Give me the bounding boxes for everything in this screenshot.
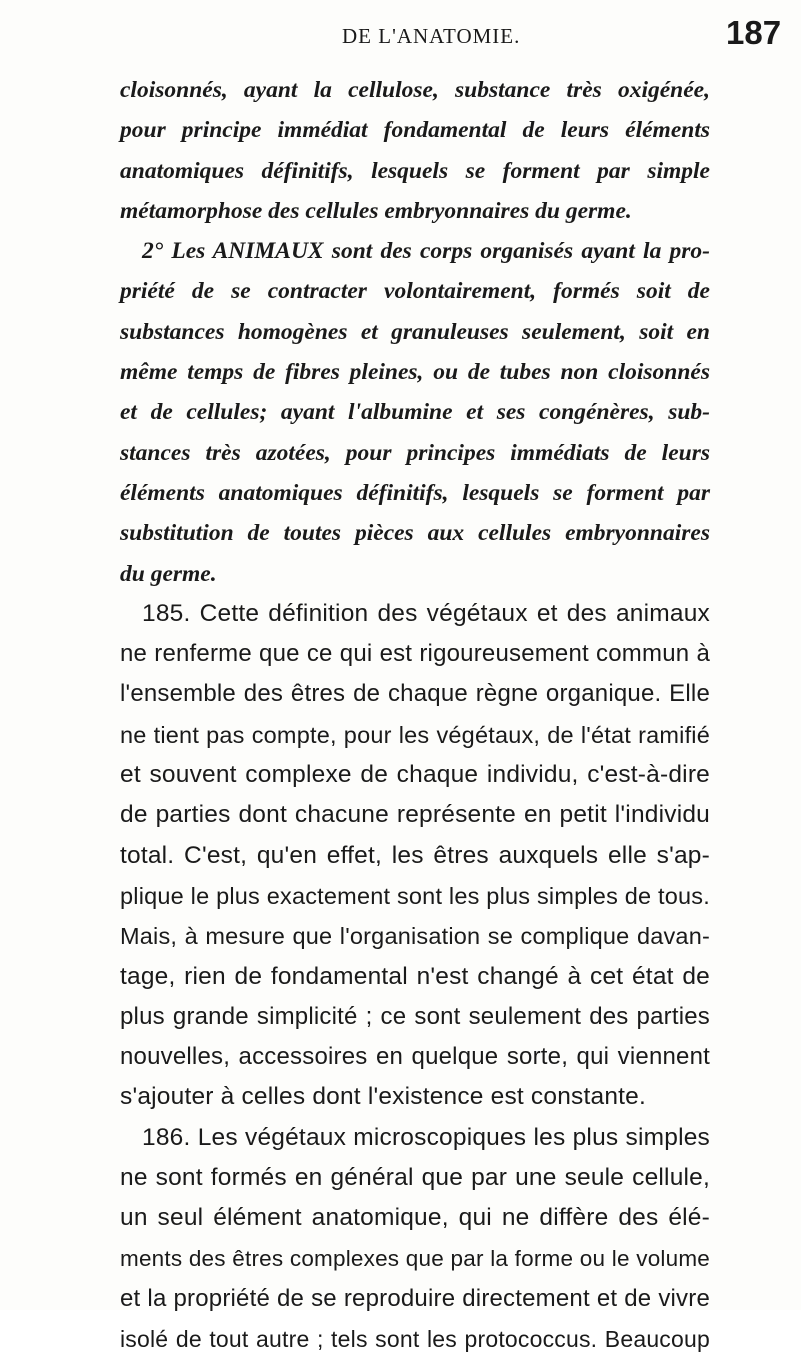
- text-line: 2° Les ANIMAUX sont des corps organisés ayant la pro-: [142, 238, 710, 265]
- text-line: total. C'est, qu'en effet, les êtres auxquels elle s'ap-: [120, 841, 710, 869]
- text-line: et de cellules; ayant l'albumine et ses congénères, sub-: [120, 399, 710, 426]
- text-line: plique le plus exactement sont les plus simples de tous.: [120, 882, 710, 909]
- running-title: DE L'ANATOMIE.: [342, 24, 521, 48]
- text-line: isolé de tout autre ; tels sont les protococcus. Beaucoup: [120, 1326, 710, 1353]
- text-line: stances très azotées, pour principes immédiats de leurs: [120, 439, 710, 466]
- text-line: priété de se contracter volontairement, formés soit de: [120, 278, 710, 305]
- text-line: plus grande simplicité ; ce sont seulement des parties: [120, 1002, 710, 1030]
- text-line: substitution de toutes pièces aux cellules embryonnaires: [120, 520, 710, 547]
- text-line: ments des êtres complexes que par la forme ou le volume: [120, 1245, 710, 1271]
- running-head: [0, 8, 801, 58]
- text-line: de parties dont chacune représente en petit l'individu: [120, 801, 710, 829]
- page-number: 187: [726, 14, 782, 51]
- text-line: un seul élément anatomique, qui ne diffère des élé-: [120, 1204, 710, 1232]
- text-line: ne sont formés en général que par une seule cellule,: [120, 1164, 710, 1192]
- text-line: ne tient pas compte, pour les végétaux, de l'état ramifié: [120, 721, 710, 748]
- text-line: même temps de fibres pleines, ou de tubes non cloisonnés: [120, 359, 710, 386]
- text-line: l'ensemble des êtres de chaque règne organique. Elle: [120, 680, 710, 708]
- text-line: cloisonnés, ayant la cellulose, substance très oxigénée,: [120, 77, 710, 103]
- text-line: anatomiques définitifs, lesquels se forment par simple: [120, 157, 710, 184]
- text-line: pour principe immédiat fondamental de leurs éléments: [120, 117, 710, 144]
- text-line: Mais, à mesure que l'organisation se complique davan-: [120, 923, 710, 950]
- body-text: [120, 70, 710, 1360]
- text-line: 186. Les végétaux microscopiques les plus simples: [142, 1123, 710, 1151]
- text-line: substances homogènes et granuleuses seulement, soit en: [120, 318, 710, 345]
- text-line: et la propriété de se reproduire directement et de vivre: [120, 1284, 710, 1312]
- text-line: métamorphose des cellules embryonnaires du germe.: [120, 197, 632, 224]
- text-line: et souvent complexe de chaque individu, c'est-à-dire: [120, 761, 710, 789]
- text-line: s'ajouter à celles dont l'existence est constante.: [120, 1083, 646, 1111]
- text-line: 185. Cette définition des végétaux et des animaux: [142, 599, 710, 627]
- text-line: éléments anatomiques définitifs, lesquels se forment par: [120, 479, 710, 506]
- text-line: ne renferme que ce qui est rigoureusement commun à: [120, 640, 710, 668]
- text-line: tage, rien de fondamental n'est changé à cet état de: [120, 962, 710, 990]
- text-line: nouvelles, accessoires en quelque sorte, qui viennent: [120, 1043, 710, 1071]
- text-line: du germe.: [120, 560, 217, 587]
